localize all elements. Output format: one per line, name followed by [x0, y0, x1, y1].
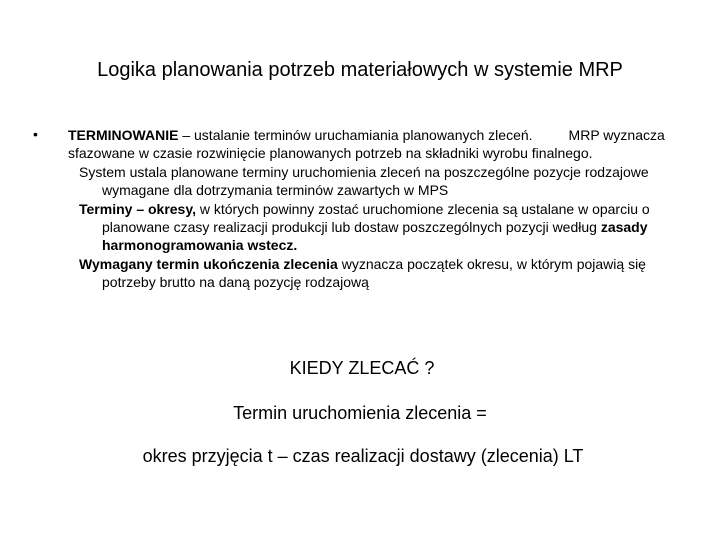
paragraph-wymagany — [68, 255, 678, 291]
bullet-marker: • — [33, 126, 38, 142]
paragraph-system — [68, 163, 678, 199]
paragraph-terminowanie — [68, 126, 678, 162]
term-wymagany-termin: Wymagany termin ukończenia zlecenia — [79, 256, 338, 272]
term-terminowanie: TERMINOWANIE — [68, 127, 179, 143]
slide-title: Logika planowania potrzeb materiałowych w systemie MRP — [97, 59, 623, 81]
paragraph-terminy — [68, 200, 678, 254]
wymagany-text: wyznacza początek okresu, w którym pojawią się potrzeby brutto na daną pozycję rodzajową — [102, 256, 646, 290]
bullet-content — [68, 126, 678, 291]
formula-line-2: okres przyjęcia t – czas realizacji dostawy (zlecenia) LT — [142, 446, 584, 466]
terminowanie-definition: – ustalanie terminów uruchamiania planowanych zleceń. — [178, 127, 533, 143]
term-harmonogramowanie: zasady harmonogramowania wstecz. — [102, 219, 648, 253]
terminy-text: w których powinny zostać uruchomione zlecenia są ustalane w oparciu o planowane czasy realizacji produkcji lub dostaw poszczególnych pozycji według — [102, 201, 650, 235]
term-terminy-okresy: Terminy – okresy, — [79, 201, 196, 217]
formula-line-1: Termin uruchomienia zlecenia = — [233, 403, 487, 423]
system-text: System ustala planowane terminy uruchomienia zleceń na poszczególne pozycje rodzajowe wymagane dla dotrzymania terminów zawartych w MPS — [79, 164, 649, 198]
mrp-description: MRP wyznacza sfazowane w czasie rozwinięcie planowanych potrzeb na składniki wyrobu finalnego. — [68, 127, 665, 161]
question-heading: KIEDY ZLECAĆ ? — [289, 358, 435, 378]
